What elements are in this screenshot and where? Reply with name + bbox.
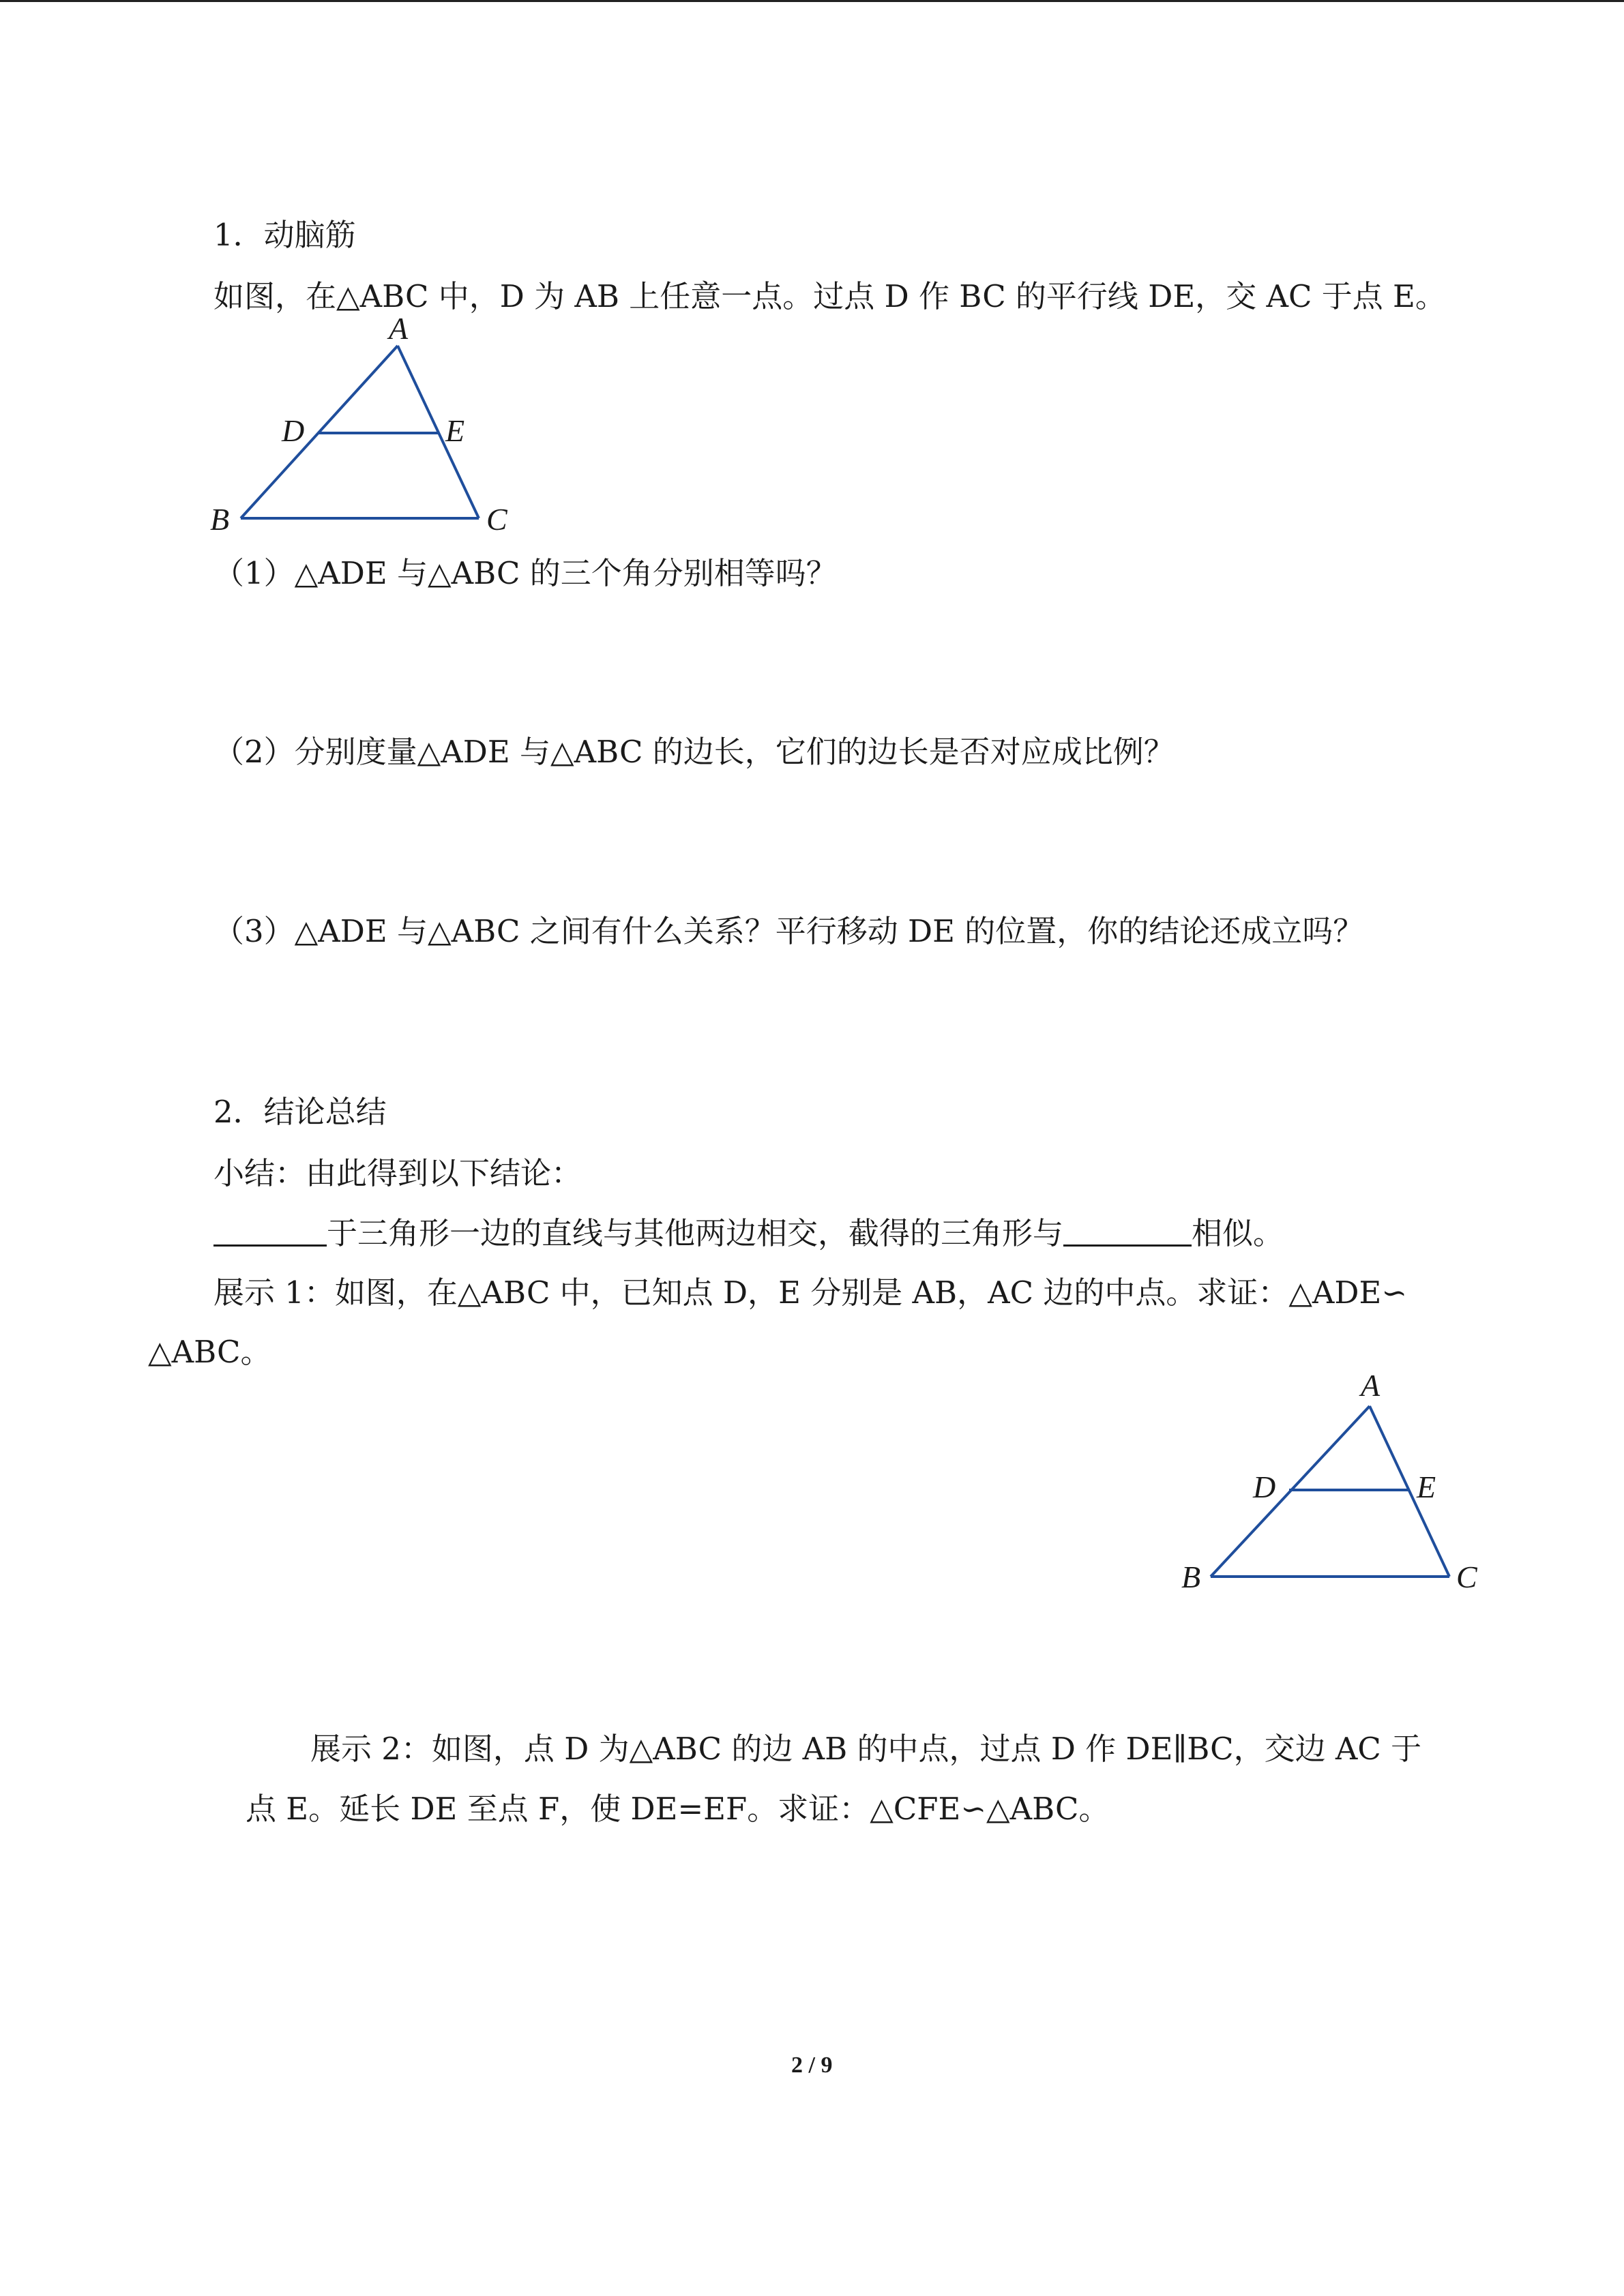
fig1-label-b: B — [210, 502, 230, 537]
question-2: （2）分别度量△ADE 与△ABC 的边长，它们的边长是否对应成比例？ — [213, 734, 1175, 770]
triangle-figure-1-lines — [241, 346, 479, 518]
fig1-label-c: C — [486, 502, 507, 537]
demo1-line2: △ABC。 — [148, 1334, 271, 1370]
conclusion-fill-line — [213, 1217, 1284, 1249]
fig1-label-a: A — [389, 311, 409, 346]
demo1-line1: 展示 1：如图，在△ABC 中，已知点 D，E 分别是 AB，AC 边的中点。求证：△ADE∽ — [213, 1274, 1408, 1311]
fig2-label-e: E — [1417, 1470, 1436, 1504]
section2-heading: 2．结论总结 — [213, 1094, 387, 1130]
page-top-border — [0, 0, 1624, 2]
conclusion-text-mid: 于三角形一边的直线与其他两边相交，截得的三角形与 — [327, 1215, 1064, 1251]
fig2-label-b: B — [1181, 1560, 1201, 1594]
fig1-label-d: D — [282, 413, 305, 448]
conclusion-text-end: 相似。 — [1192, 1215, 1284, 1251]
triangle-figure-2-lines — [1211, 1406, 1449, 1577]
question-1: （1）△ADE 与△ABC 的三个角分别相等吗？ — [213, 555, 837, 591]
summary-line: 小结：由此得到以下结论： — [213, 1155, 582, 1191]
question-3: （3）△ADE 与△ABC 之间有什么关系？平行移动 DE 的位置，你的结论还成立吗？ — [213, 913, 1364, 949]
triangle-figure-1 — [205, 310, 518, 542]
fig2-label-a: A — [1361, 1368, 1381, 1403]
fill-blank-1[interactable] — [213, 1217, 327, 1247]
page-number: 2 / 9 — [791, 2053, 833, 2078]
fig2-label-d: D — [1253, 1470, 1276, 1504]
fig2-label-c: C — [1456, 1560, 1477, 1594]
demo2-line2: 点 E。延长 DE 至点 F，使 DE=EF。求证：△CFE∽△ABC。 — [246, 1791, 1110, 1827]
section1-intro: 如图，在△ABC 中，D 为 AB 上任意一点。过点 D 作 BC 的平行线 DE，交 AC 于点 E。 — [213, 278, 1446, 314]
fig1-label-e: E — [445, 413, 465, 448]
demo2-line1: 展示 2：如图，点 D 为△ABC 的边 AB 的中点，过点 D 作 DE∥BC，交边 AC 于 — [310, 1731, 1422, 1767]
triangle-figure-2 — [1177, 1364, 1490, 1596]
fill-blank-2[interactable] — [1063, 1217, 1192, 1247]
section1-heading: 1．动脑筋 — [213, 217, 356, 253]
